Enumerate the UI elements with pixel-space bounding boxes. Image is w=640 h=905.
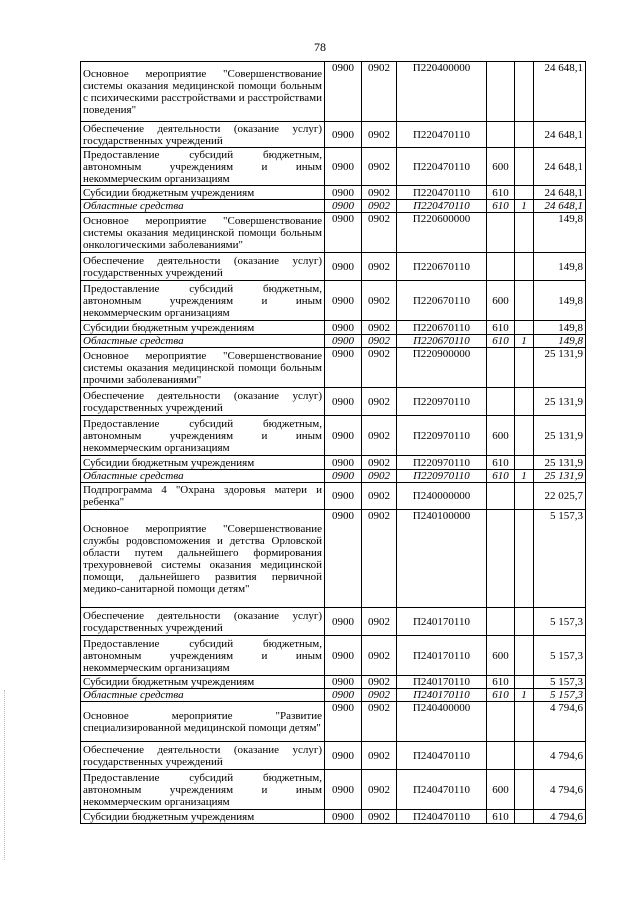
table-row xyxy=(81,321,586,335)
expense-type-cell: 600 xyxy=(487,148,515,186)
budget-source-cell xyxy=(515,213,534,253)
ministry-code-cell: 0900 xyxy=(325,416,362,456)
table-row xyxy=(81,253,586,281)
amount-cell: 149,8 xyxy=(534,335,586,348)
table-row xyxy=(81,608,586,636)
table-row xyxy=(81,702,586,742)
table-row xyxy=(81,148,586,186)
ministry-code-cell: 0900 xyxy=(325,810,362,824)
budget-source-cell xyxy=(515,636,534,676)
expense-type-cell xyxy=(487,348,515,388)
ministry-code-cell: 0900 xyxy=(325,321,362,335)
table-row xyxy=(81,742,586,770)
expense-type-cell xyxy=(487,62,515,122)
ministry-code-cell: 0900 xyxy=(325,470,362,483)
row-name-cell: Основное мероприятие "Развитие специализированной медицинской помощи детям" xyxy=(81,702,325,742)
expense-type-cell: 600 xyxy=(487,281,515,321)
budget-source-cell xyxy=(515,62,534,122)
ministry-code-cell: 0900 xyxy=(325,608,362,636)
ministry-code-cell: 0900 xyxy=(325,702,362,742)
budget-source-cell xyxy=(515,676,534,689)
section-code-cell: 0902 xyxy=(362,62,397,122)
section-code-cell: 0902 xyxy=(362,186,397,200)
table-row xyxy=(81,416,586,456)
amount-cell: 5 157,3 xyxy=(534,608,586,636)
row-name-cell: Предоставление субсидий бюджетным, автономным учреждениям и иным некоммерческим организациям xyxy=(81,281,325,321)
section-code-cell: 0902 xyxy=(362,388,397,416)
section-code-cell: 0902 xyxy=(362,483,397,510)
row-name-cell: Областные средства xyxy=(81,335,325,348)
amount-cell: 5 157,3 xyxy=(534,676,586,689)
ministry-code-cell: 0900 xyxy=(325,742,362,770)
expense-type-cell: 610 xyxy=(487,676,515,689)
ministry-code-cell: 0900 xyxy=(325,770,362,810)
target-article-cell: П220670110 xyxy=(397,253,487,281)
amount-cell: 25 131,9 xyxy=(534,388,586,416)
ministry-code-cell: 0900 xyxy=(325,200,362,213)
target-article-cell: П220970110 xyxy=(397,388,487,416)
budget-source-cell xyxy=(515,770,534,810)
section-code-cell: 0902 xyxy=(362,676,397,689)
section-code-cell: 0902 xyxy=(362,416,397,456)
ministry-code-cell: 0900 xyxy=(325,483,362,510)
budget-source-cell xyxy=(515,810,534,824)
expense-type-cell: 600 xyxy=(487,636,515,676)
table-row xyxy=(81,770,586,810)
row-name-cell: Областные средства xyxy=(81,689,325,702)
table-row xyxy=(81,335,586,348)
section-code-cell: 0902 xyxy=(362,770,397,810)
table-row xyxy=(81,689,586,702)
expense-type-cell: 610 xyxy=(487,186,515,200)
expense-type-cell: 610 xyxy=(487,456,515,470)
expense-type-cell: 610 xyxy=(487,335,515,348)
target-article-cell: П240470110 xyxy=(397,770,487,810)
table-row xyxy=(81,676,586,689)
amount-cell: 149,8 xyxy=(534,281,586,321)
expense-type-cell: 610 xyxy=(487,689,515,702)
target-article-cell: П220670110 xyxy=(397,281,487,321)
row-name-cell: Обеспечение деятельности (оказание услуг) государственных учреждений xyxy=(81,608,325,636)
budget-source-cell xyxy=(515,742,534,770)
row-name-cell: Предоставление субсидий бюджетным, автономным учреждениям и иным некоммерческим организациям xyxy=(81,636,325,676)
budget-source-cell xyxy=(515,702,534,742)
section-code-cell: 0902 xyxy=(362,810,397,824)
budget-source-cell xyxy=(515,348,534,388)
expense-type-cell xyxy=(487,253,515,281)
ministry-code-cell: 0900 xyxy=(325,676,362,689)
expense-type-cell xyxy=(487,702,515,742)
amount-cell: 24 648,1 xyxy=(534,148,586,186)
ministry-code-cell: 0900 xyxy=(325,148,362,186)
expense-type-cell xyxy=(487,388,515,416)
amount-cell: 25 131,9 xyxy=(534,348,586,388)
section-code-cell: 0902 xyxy=(362,148,397,186)
section-code-cell: 0902 xyxy=(362,321,397,335)
row-name-cell: Субсидии бюджетным учреждениям xyxy=(81,186,325,200)
budget-source-cell xyxy=(515,483,534,510)
row-name-cell: Предоставление субсидий бюджетным, автономным учреждениям и иным некоммерческим организациям xyxy=(81,416,325,456)
target-article-cell: П220470110 xyxy=(397,148,487,186)
scan-margin-line xyxy=(4,690,5,860)
budget-source-cell xyxy=(515,321,534,335)
target-article-cell: П240000000 xyxy=(397,483,487,510)
budget-source-cell xyxy=(515,416,534,456)
budget-source-cell: 1 xyxy=(515,470,534,483)
target-article-cell: П220900000 xyxy=(397,348,487,388)
target-article-cell: П220470110 xyxy=(397,122,487,148)
target-article-cell: П240470110 xyxy=(397,810,487,824)
ministry-code-cell: 0900 xyxy=(325,253,362,281)
table-row xyxy=(81,62,586,122)
amount-cell: 25 131,9 xyxy=(534,416,586,456)
ministry-code-cell: 0900 xyxy=(325,510,362,608)
row-name-cell: Субсидии бюджетным учреждениям xyxy=(81,456,325,470)
target-article-cell: П220670110 xyxy=(397,321,487,335)
amount-cell: 24 648,1 xyxy=(534,122,586,148)
target-article-cell: П240400000 xyxy=(397,702,487,742)
target-article-cell: П220470110 xyxy=(397,186,487,200)
amount-cell: 5 157,3 xyxy=(534,689,586,702)
expense-type-cell xyxy=(487,742,515,770)
row-name-cell: Субсидии бюджетным учреждениям xyxy=(81,321,325,335)
row-name-cell: Обеспечение деятельности (оказание услуг) государственных учреждений xyxy=(81,388,325,416)
table-row xyxy=(81,456,586,470)
expense-type-cell xyxy=(487,510,515,608)
amount-cell: 4 794,6 xyxy=(534,810,586,824)
section-code-cell: 0902 xyxy=(362,470,397,483)
ministry-code-cell: 0900 xyxy=(325,636,362,676)
table-row xyxy=(81,483,586,510)
ministry-code-cell: 0900 xyxy=(325,122,362,148)
section-code-cell: 0902 xyxy=(362,636,397,676)
amount-cell: 149,8 xyxy=(534,213,586,253)
row-name-cell: Предоставление субсидий бюджетным, автономным учреждениям и иным некоммерческим организациям xyxy=(81,770,325,810)
section-code-cell: 0902 xyxy=(362,253,397,281)
budget-source-cell xyxy=(515,510,534,608)
amount-cell: 22 025,7 xyxy=(534,483,586,510)
row-name-cell: Обеспечение деятельности (оказание услуг) государственных учреждений xyxy=(81,253,325,281)
amount-cell: 24 648,1 xyxy=(534,186,586,200)
budget-source-cell: 1 xyxy=(515,335,534,348)
table-row xyxy=(81,470,586,483)
table-row xyxy=(81,810,586,824)
budget-source-cell xyxy=(515,186,534,200)
budget-source-cell xyxy=(515,281,534,321)
table-row xyxy=(81,213,586,253)
ministry-code-cell: 0900 xyxy=(325,335,362,348)
target-article-cell: П220400000 xyxy=(397,62,487,122)
target-article-cell: П220600000 xyxy=(397,213,487,253)
table-row xyxy=(81,281,586,321)
section-code-cell: 0902 xyxy=(362,348,397,388)
row-name-cell: Подпрограмма 4 "Охрана здоровья матери и ребенка" xyxy=(81,483,325,510)
section-code-cell: 0902 xyxy=(362,689,397,702)
amount-cell: 25 131,9 xyxy=(534,470,586,483)
table-row xyxy=(81,200,586,213)
budget-source-cell xyxy=(515,456,534,470)
row-name-cell: Обеспечение деятельности (оказание услуг) государственных учреждений xyxy=(81,122,325,148)
target-article-cell: П240170110 xyxy=(397,689,487,702)
budget-source-cell xyxy=(515,608,534,636)
target-article-cell: П220970110 xyxy=(397,416,487,456)
ministry-code-cell: 0900 xyxy=(325,348,362,388)
expense-type-cell xyxy=(487,483,515,510)
expense-type-cell xyxy=(487,122,515,148)
row-name-cell: Основное мероприятие "Совершенствование системы оказания медицинской помощи больным прочими заболеваниями" xyxy=(81,348,325,388)
expense-type-cell: 610 xyxy=(487,810,515,824)
target-article-cell: П240170110 xyxy=(397,636,487,676)
amount-cell: 149,8 xyxy=(534,321,586,335)
row-name-cell: Основное мероприятие "Совершенствование службы родовспоможения и детства Орловской области путем дальнейшего формирования трехуровневой системы оказания медицинской помощи, дальнейшего развития первичной медико-санитарной помощи детям" xyxy=(81,510,325,608)
ministry-code-cell: 0900 xyxy=(325,186,362,200)
section-code-cell: 0902 xyxy=(362,510,397,608)
expense-type-cell: 600 xyxy=(487,770,515,810)
budget-source-cell xyxy=(515,388,534,416)
section-code-cell: 0902 xyxy=(362,281,397,321)
target-article-cell: П240100000 xyxy=(397,510,487,608)
target-article-cell: П220670110 xyxy=(397,335,487,348)
section-code-cell: 0902 xyxy=(362,213,397,253)
row-name-cell: Субсидии бюджетным учреждениям xyxy=(81,676,325,689)
section-code-cell: 0902 xyxy=(362,335,397,348)
expense-type-cell: 610 xyxy=(487,470,515,483)
expense-type-cell: 610 xyxy=(487,200,515,213)
table-row xyxy=(81,348,586,388)
amount-cell: 149,8 xyxy=(534,253,586,281)
ministry-code-cell: 0900 xyxy=(325,456,362,470)
amount-cell: 4 794,6 xyxy=(534,770,586,810)
row-name-cell: Субсидии бюджетным учреждениям xyxy=(81,810,325,824)
budget-table xyxy=(80,61,586,824)
section-code-cell: 0902 xyxy=(362,200,397,213)
ministry-code-cell: 0900 xyxy=(325,388,362,416)
expense-type-cell xyxy=(487,213,515,253)
amount-cell: 24 648,1 xyxy=(534,62,586,122)
row-name-cell: Областные средства xyxy=(81,200,325,213)
table-row xyxy=(81,510,586,608)
amount-cell: 4 794,6 xyxy=(534,702,586,742)
amount-cell: 5 157,3 xyxy=(534,510,586,608)
amount-cell: 24 648,1 xyxy=(534,200,586,213)
amount-cell: 25 131,9 xyxy=(534,456,586,470)
table-row xyxy=(81,186,586,200)
target-article-cell: П220970110 xyxy=(397,470,487,483)
section-code-cell: 0902 xyxy=(362,742,397,770)
section-code-cell: 0902 xyxy=(362,608,397,636)
table-row xyxy=(81,636,586,676)
row-name-cell: Областные средства xyxy=(81,470,325,483)
table-row xyxy=(81,122,586,148)
target-article-cell: П240170110 xyxy=(397,608,487,636)
row-name-cell: Предоставление субсидий бюджетным, автономным учреждениям и иным некоммерческим организациям xyxy=(81,148,325,186)
row-name-cell: Основное мероприятие "Совершенствование системы оказания медицинской помощи больным онкологическими заболеваниями" xyxy=(81,213,325,253)
ministry-code-cell: 0900 xyxy=(325,62,362,122)
expense-type-cell: 600 xyxy=(487,416,515,456)
section-code-cell: 0902 xyxy=(362,702,397,742)
budget-source-cell: 1 xyxy=(515,200,534,213)
table-body xyxy=(81,62,586,824)
ministry-code-cell: 0900 xyxy=(325,689,362,702)
budget-source-cell: 1 xyxy=(515,689,534,702)
page-number: 78 xyxy=(314,40,326,54)
row-name-cell: Обеспечение деятельности (оказание услуг) государственных учреждений xyxy=(81,742,325,770)
target-article-cell: П220470110 xyxy=(397,200,487,213)
budget-source-cell xyxy=(515,253,534,281)
table-row xyxy=(81,388,586,416)
budget-source-cell xyxy=(515,122,534,148)
budget-source-cell xyxy=(515,148,534,186)
expense-type-cell xyxy=(487,608,515,636)
target-article-cell: П220970110 xyxy=(397,456,487,470)
ministry-code-cell: 0900 xyxy=(325,281,362,321)
ministry-code-cell: 0900 xyxy=(325,213,362,253)
section-code-cell: 0902 xyxy=(362,122,397,148)
row-name-cell: Основное мероприятие "Совершенствование системы оказания медицинской помощи больным с психическими расстройствами и расстройствами поведения" xyxy=(81,62,325,122)
amount-cell: 4 794,6 xyxy=(534,742,586,770)
amount-cell: 5 157,3 xyxy=(534,636,586,676)
target-article-cell: П240170110 xyxy=(397,676,487,689)
expense-type-cell: 610 xyxy=(487,321,515,335)
section-code-cell: 0902 xyxy=(362,456,397,470)
target-article-cell: П240470110 xyxy=(397,742,487,770)
